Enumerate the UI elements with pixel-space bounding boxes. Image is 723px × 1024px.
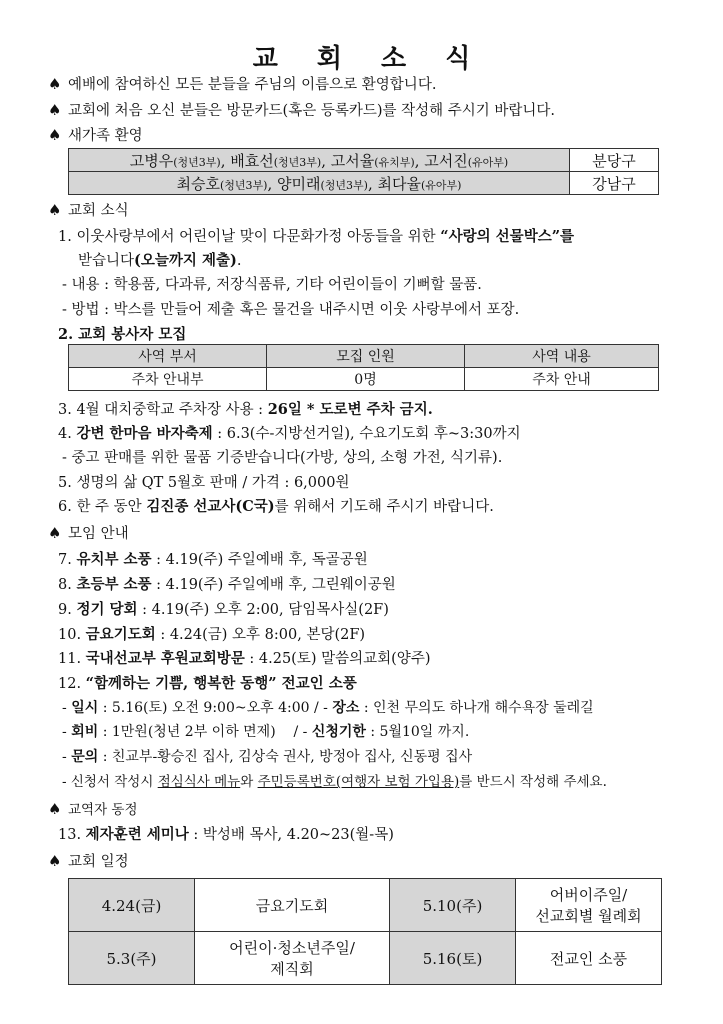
schedule-date: 5.10(주) <box>390 879 516 932</box>
visitor-card-line: ♠ 교회에 처음 오신 분들은 방문카드(혹은 등록카드)를 작성해 주시기 바랍니다. <box>48 101 556 119</box>
meeting-item-12: 12. “함께하는 기쁨, 행복한 동행” 전교인 소풍 <box>58 675 357 692</box>
minister-heading: ♠ 교역자 동정 <box>48 800 138 818</box>
news-item-4: 4. 강변 한마음 바자축제 : 6.3(수-지방선거일), 수요기도회 후~3:30까지 <box>58 425 521 442</box>
news-item-6: 6. 한 주 동안 김진종 선교사(C국)를 위해서 기도해 주시기 바랍니다. <box>58 498 494 515</box>
news-item-2: 2. 교회 봉사자 모집 <box>58 326 187 343</box>
news-item-1-cont: 받습니다(오늘까지 제출). <box>78 252 242 269</box>
table-row <box>69 879 662 932</box>
schedule-date: 5.16(토) <box>390 932 516 985</box>
picnic-date-place: - 일시 : 5.16(토) 오전 9:00~오후 4:00 / - 장소 : 인천 무의도 하나개 해수욕장 둘레길 <box>62 700 594 716</box>
table-cell: 0명 <box>267 368 465 391</box>
new-family-district: 강남구 <box>570 172 659 195</box>
meeting-heading: ♠ 모임 안내 <box>48 524 129 542</box>
table-header: 사역 내용 <box>465 345 659 368</box>
news-item-3: 3. 4월 대치중학교 주차장 사용 : 26일 * 도로변 주차 금지. <box>58 401 433 418</box>
spade-icon: ♠ <box>48 101 62 119</box>
schedule-event: 어린이·청소년주일/ 제직회 <box>195 932 390 985</box>
spade-icon: ♠ <box>48 126 62 144</box>
table-header: 사역 부서 <box>69 345 267 368</box>
volunteer-table <box>68 344 659 391</box>
meeting-item: 11. 국내선교부 후원교회방문 : 4.25(토) 말씀의교회(양주) <box>58 650 431 667</box>
news-item-1-method: - 방법 : 박스를 만들어 제출 혹은 물건을 내주시면 이웃 사랑부에서 포장. <box>62 302 520 318</box>
news-item-4-sub: - 중고 판매를 위한 물품 기증받습니다(가방, 상의, 소형 가전, 식기류). <box>62 450 503 466</box>
welcome-line: ♠ 예배에 참여하신 모든 분들을 주님의 이름으로 환영합니다. <box>48 75 437 93</box>
spade-icon: ♠ <box>48 852 62 870</box>
meeting-item: 8. 초등부 소풍 : 4.19(주) 주일예배 후, 그린웨이공원 <box>58 576 396 593</box>
spade-icon: ♠ <box>48 800 62 818</box>
new-family-heading: ♠ 새가족 환영 <box>48 126 143 144</box>
picnic-contact: - 문의 : 친교부-황승진 집사, 김상숙 권사, 방정아 집사, 신동평 집사 <box>62 749 473 765</box>
spade-icon: ♠ <box>48 201 62 219</box>
new-family-district: 분당구 <box>570 149 659 172</box>
church-news-heading: ♠ 교회 소식 <box>48 201 129 219</box>
picnic-fee-deadline: - 회비 : 1만원(청년 2부 이하 면제) / - 신청기한 : 5월10일 까지. <box>62 724 470 740</box>
table-cell: 주차 안내부 <box>69 368 267 391</box>
schedule-event: 전교인 소풍 <box>516 932 662 985</box>
new-family-names: 고병우(청년3부), 배효선(청년3부), 고서율(유치부), 고서진(유아부) <box>69 149 570 172</box>
news-item-1-content: - 내용 : 학용품, 다과류, 저장식품류, 기타 어린이들이 기뻐할 물품. <box>62 277 482 293</box>
new-family-names: 최승호(청년3부), 양미래(청년3부), 최다율(유아부) <box>69 172 570 195</box>
meeting-item: 9. 정기 당회 : 4.19(주) 오후 2:00, 담임목사실(2F) <box>58 601 389 618</box>
schedule-heading: ♠ 교회 일정 <box>48 852 129 870</box>
table-row <box>69 172 659 195</box>
table-row <box>69 368 659 391</box>
table-row <box>69 932 662 985</box>
page-title: 교 회 소 식 <box>252 44 486 74</box>
news-item-5: 5. 생명의 삶 QT 5월호 판매 / 가격 : 6,000원 <box>58 475 350 491</box>
schedule-table <box>68 878 662 985</box>
table-header: 모집 인원 <box>267 345 465 368</box>
picnic-note: - 신청서 작성시 점심식사 메뉴와 주민등록번호(여행자 보험 가입용)를 반드시 작성해 주세요. <box>62 774 607 790</box>
meeting-item: 7. 유치부 소풍 : 4.19(주) 주일예배 후, 독골공원 <box>58 551 368 568</box>
schedule-date: 4.24(금) <box>69 879 195 932</box>
spade-icon: ♠ <box>48 75 62 93</box>
table-cell: 주차 안내 <box>465 368 659 391</box>
news-item-13: 13. 제자훈련 세미나 : 박성배 목사, 4.20~23(월-목) <box>58 826 394 843</box>
new-family-table <box>68 148 659 195</box>
spade-icon: ♠ <box>48 524 62 542</box>
table-header-row <box>69 345 659 368</box>
schedule-date: 5.3(주) <box>69 932 195 985</box>
schedule-event: 금요기도회 <box>195 879 390 932</box>
schedule-event: 어버이주일/ 선교회별 월례회 <box>516 879 662 932</box>
table-row <box>69 149 659 172</box>
news-item-1: 1. 이웃사랑부에서 어린이날 맞이 다문화가정 아동들을 위한 “사랑의 선물박스”를 <box>58 228 575 245</box>
meeting-item: 10. 금요기도회 : 4.24(금) 오후 8:00, 본당(2F) <box>58 626 366 643</box>
